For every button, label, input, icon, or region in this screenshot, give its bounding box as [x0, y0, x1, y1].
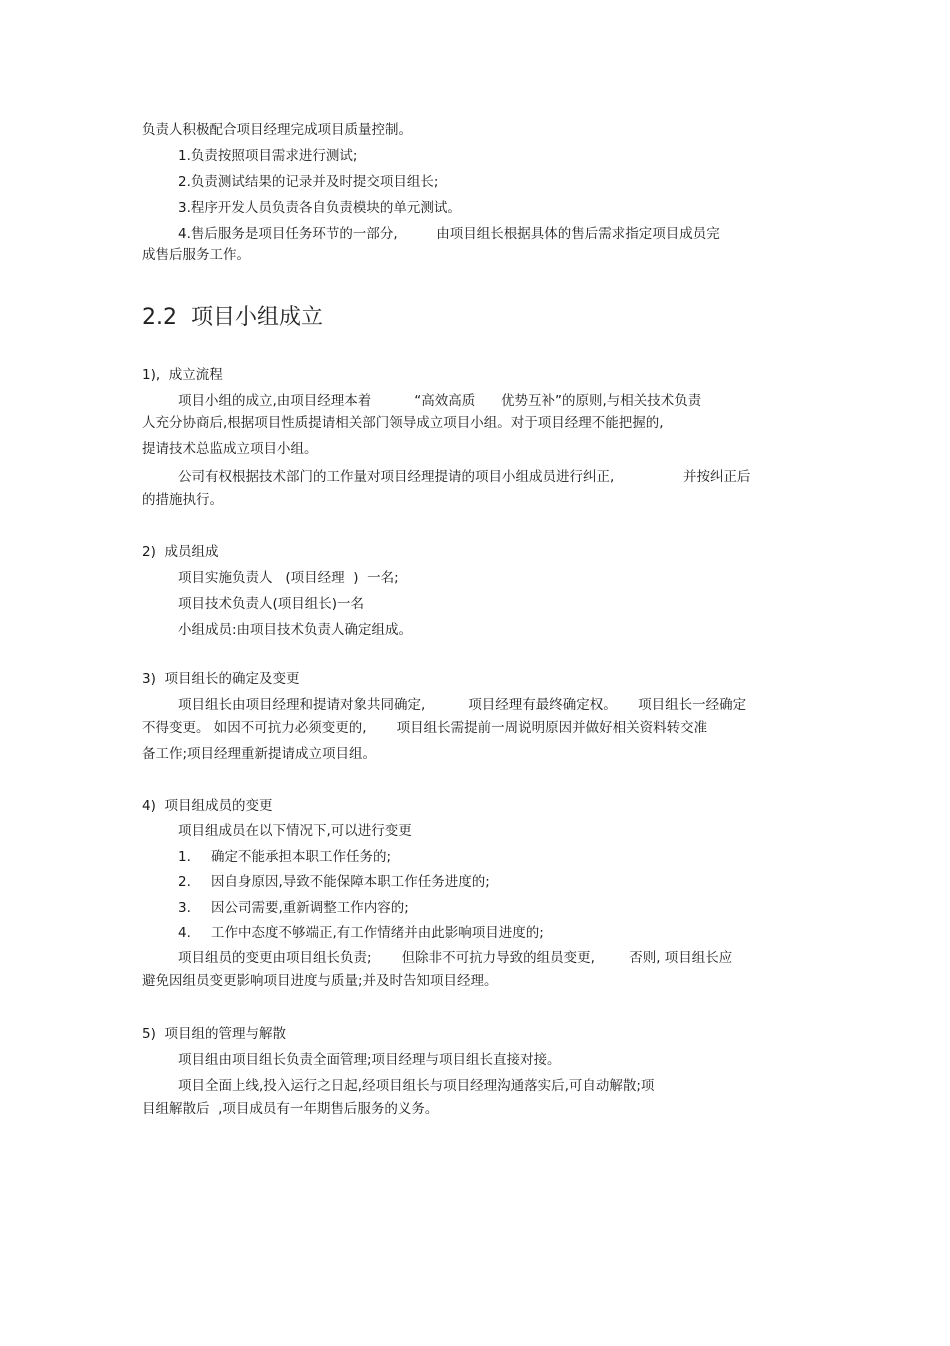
member-line: 项目实施负责人 (项目经理 ) 一名;: [178, 570, 399, 586]
list-item: 因自身原因,导致不能保障本职工作任务进度的;: [211, 874, 490, 890]
paragraph-line: 项目全面上线,投入运行之日起,经项目组长与项目经理沟通落实后,可自动解散;项: [178, 1078, 655, 1094]
list-item: 工作中态度不够端正,有工作情绪并由此影响项目进度的;: [211, 925, 544, 941]
intro-item-4-continued: 成售后服务工作。: [142, 247, 250, 263]
list-item-number: 4.: [178, 925, 191, 941]
list-item-number: 1.: [178, 849, 191, 865]
paragraph-line: 项目小组的成立,由项目经理本着 “高效高质 优势互补”的原则,与相关技术负责: [178, 393, 702, 409]
subsection-heading: 3) 项目组长的确定及变更: [142, 671, 300, 687]
list-item-number: 3.: [178, 900, 191, 916]
paragraph-line: 项目组长由项目经理和提请对象共同确定, 项目经理有最终确定权。 项目组长一经确定: [178, 697, 747, 713]
subsection-heading: 1), 成立流程: [142, 367, 223, 383]
intro-line: 负责人积极配合项目经理完成项目质量控制。: [142, 122, 412, 138]
intro-item-1: 1.负责按照项目需求进行测试;: [178, 148, 358, 164]
intro-item-3: 3.程序开发人员负责各自负责模块的单元测试。: [178, 200, 461, 216]
section-title: 2.2 项目小组成立: [142, 305, 323, 330]
paragraph-line: 公司有权根据技术部门的工作量对项目经理提请的项目小组成员进行纠正, 并按纠正后: [178, 469, 751, 485]
paragraph-line: 备工作;项目经理重新提请成立项目组。: [142, 746, 377, 762]
paragraph-line: 人充分协商后,根据项目性质提请相关部门领导成立项目小组。对于项目经理不能把握的,: [142, 415, 664, 431]
paragraph-line: 提请技术总监成立项目小组。: [142, 441, 318, 457]
paragraph-line: 项目组由项目组长负责全面管理;项目经理与项目组长直接对接。: [178, 1052, 561, 1068]
subsection-heading: 5) 项目组的管理与解散: [142, 1026, 286, 1042]
subsection-heading: 4) 项目组成员的变更: [142, 798, 273, 814]
paragraph-line: 不得变更。 如因不可抗力必须变更的, 项目组长需提前一周说明原因并做好相关资料转交准: [142, 720, 708, 736]
member-line: 项目技术负责人(项目组长)一名: [178, 596, 365, 612]
paragraph-line: 目组解散后 ,项目成员有一年期售后服务的义务。: [142, 1101, 439, 1117]
member-line: 小组成员:由项目技术负责人确定组成。: [178, 622, 413, 638]
paragraph-line: 的措施执行。: [142, 492, 223, 508]
paragraph-line: 项目组员的变更由项目组长负责; 但除非不可抗力导致的组员变更, 否则, 项目组长应: [178, 950, 733, 966]
list-item: 确定不能承担本职工作任务的;: [211, 849, 392, 865]
intro-item-4: 4.售后服务是项目任务环节的一部分, 由项目组长根据具体的售后需求指定项目成员完: [178, 226, 720, 242]
paragraph-line: 项目组成员在以下情况下,可以进行变更: [178, 823, 412, 839]
subsection-heading: 2) 成员组成: [142, 544, 219, 560]
list-item-number: 2.: [178, 874, 191, 890]
intro-item-2: 2.负责测试结果的记录并及时提交项目组长;: [178, 174, 439, 190]
paragraph-line: 避免因组员变更影响项目进度与质量;并及时告知项目经理。: [142, 973, 498, 989]
list-item: 因公司需要,重新调整工作内容的;: [211, 900, 409, 916]
